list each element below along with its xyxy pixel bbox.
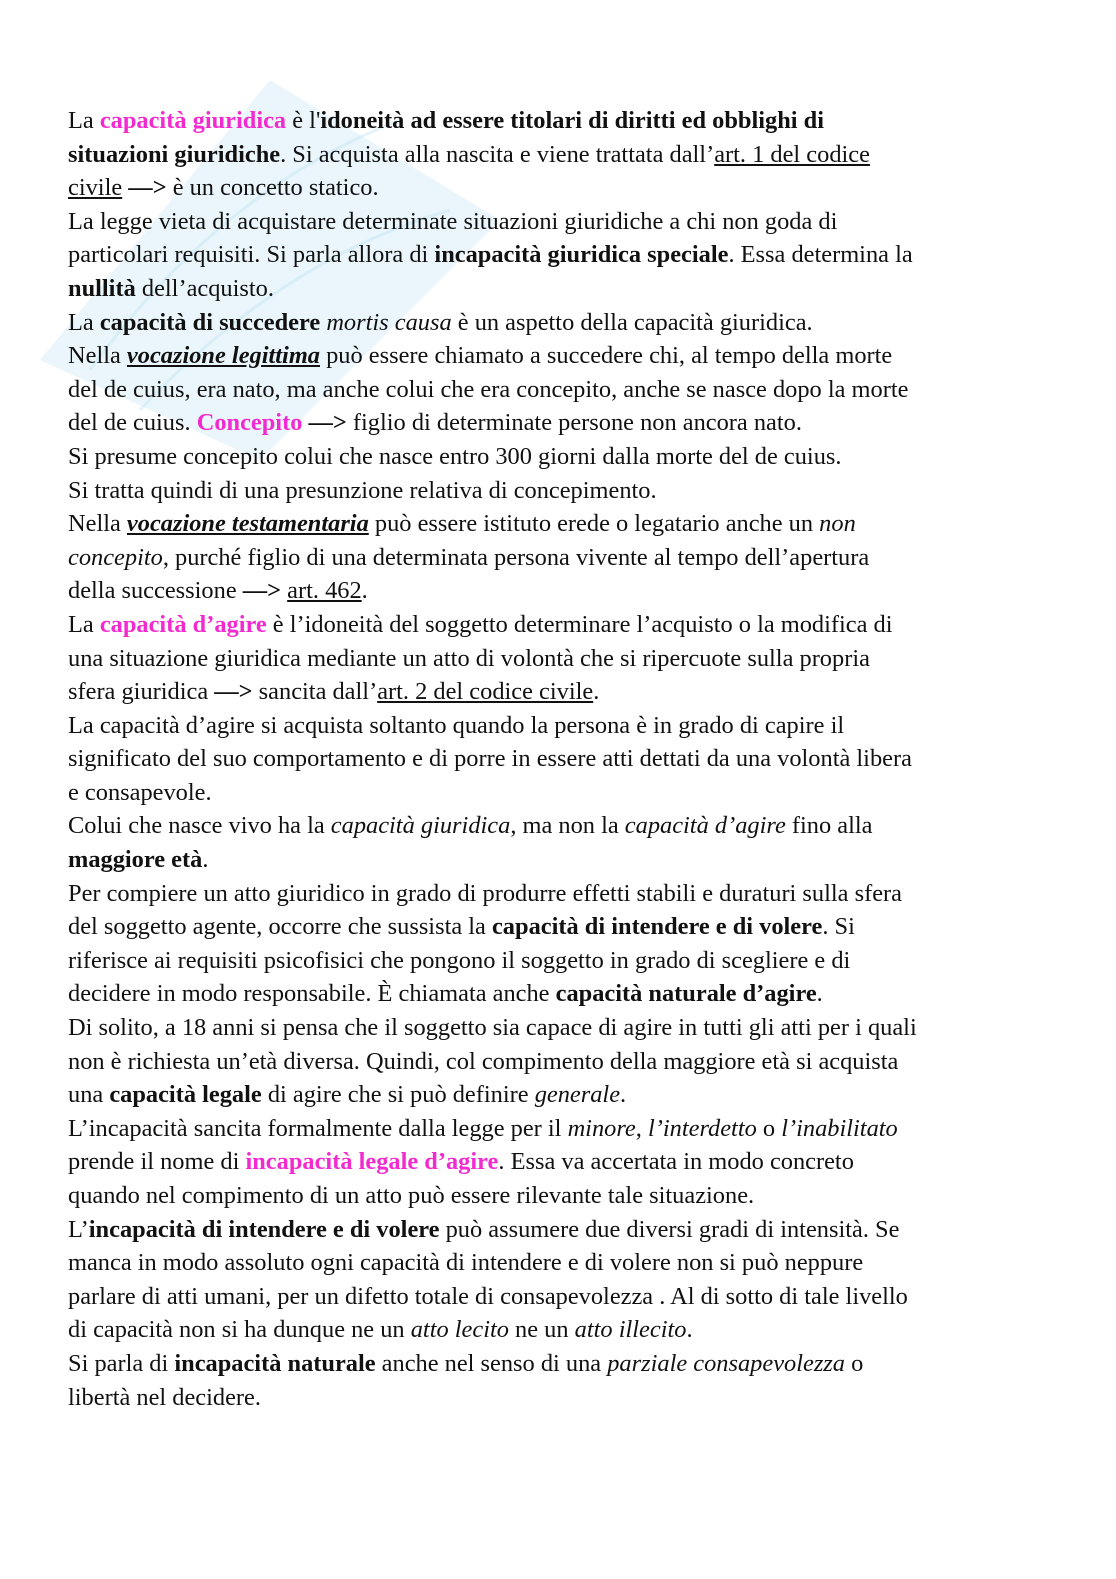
text-segment: . <box>593 678 600 706</box>
text-segment: , ma non la <box>510 812 625 840</box>
text-segment: minore <box>567 1114 636 1142</box>
text-segment: Nella <box>68 342 127 370</box>
text-segment: . <box>816 980 823 1008</box>
text-segment: La <box>68 610 100 638</box>
text-segment: del soggetto agente, occorre che sussista la <box>68 913 492 941</box>
text-segment: La <box>68 308 100 336</box>
text-segment: della successione <box>68 577 243 605</box>
text-line <box>68 138 1053 172</box>
text-segment: capacità d’agire <box>99 610 267 638</box>
text-line <box>68 1011 1053 1045</box>
text-segment: capacità legale <box>109 1081 262 1109</box>
text-segment: situazioni giuridiche <box>68 140 281 168</box>
text-line <box>68 843 1053 877</box>
text-line <box>68 675 1053 709</box>
text-segment: vocazione testamentaria <box>126 510 369 538</box>
text-line <box>68 1145 1053 1179</box>
text-segment: di capacità non si ha dunque ne un <box>68 1316 411 1344</box>
text-line <box>68 1112 1053 1146</box>
text-segment: idoneità ad essere titolari di diritti ed obblighi di <box>320 107 824 134</box>
text-line <box>68 944 1053 978</box>
text-segment: La legge vieta di acquistare determinate situazioni giuridiche a chi non goda di <box>68 207 838 235</box>
text-segment: una situazione giuridica mediante un atto di volontà che si ripercuote sulla propria <box>68 644 870 672</box>
text-segment: art. 2 del codice civile <box>377 678 594 706</box>
text-line <box>68 1045 1053 1079</box>
text-segment: significato del suo comportamento e di porre in essere atti dettati da una volontà libera <box>68 745 912 773</box>
text-segment: può assumere due diversi gradi di intensità. Se <box>439 1215 900 1243</box>
text-segment: di agire che si può definire <box>261 1081 535 1109</box>
text-segment: è l' <box>286 107 321 134</box>
text-segment: capacità d’agire <box>624 812 786 840</box>
text-segment: —> <box>242 577 282 605</box>
text-segment: Nella <box>68 510 127 538</box>
text-segment: Per compiere un atto giuridico in grado di produrre effetti stabili e duraturi sulla sfera <box>68 879 902 907</box>
text-segment: civile <box>68 174 123 202</box>
text-segment: La capacità d’agire si acquista soltanto quando la persona è in grado di capire il <box>68 711 845 739</box>
text-segment: nullità <box>68 274 136 302</box>
text-segment: è un concetto statico. <box>166 174 379 202</box>
text-line <box>68 776 1053 810</box>
text-segment: maggiore età <box>68 846 203 874</box>
text-line <box>68 709 1053 743</box>
text-segment: capacità di intendere e di volere <box>491 913 823 941</box>
text-segment: . Essa determina la <box>728 241 913 269</box>
text-segment: . Si <box>822 913 855 941</box>
text-segment: l’inabilitato <box>781 1114 898 1142</box>
text-segment: parziale consapevolezza <box>607 1349 845 1377</box>
text-line <box>68 608 1053 642</box>
text-segment: incapacità naturale <box>174 1349 376 1377</box>
text-segment: Si parla di <box>68 1349 175 1377</box>
text-segment: può essere chiamato a succedere chi, al tempo della morte <box>320 342 893 370</box>
text-line <box>68 406 1053 440</box>
text-segment: atto illecito <box>574 1316 687 1344</box>
text-segment: art. 462 <box>287 577 362 605</box>
text-line <box>68 541 1053 575</box>
text-segment: manca in modo assoluto ogni capacità di intendere e di volere non si può neppure <box>68 1249 864 1277</box>
text-segment: —> <box>214 678 253 706</box>
text-segment: . <box>686 1316 693 1344</box>
text-line <box>68 1280 1053 1314</box>
text-segment: parlare di atti umani, per un difetto totale di consapevolezza . Al di sotto di tale livello <box>68 1282 908 1310</box>
text-line <box>68 877 1053 911</box>
text-segment: e consapevole. <box>68 778 212 806</box>
text-segment: non è richiesta un’età diversa. Quindi, col compimento della maggiore età si acquista <box>68 1047 899 1075</box>
text-segment: o <box>845 1349 864 1377</box>
text-segment: vocazione legittima <box>126 342 320 370</box>
text-segment: Concepito <box>196 409 303 437</box>
text-segment: L’ <box>68 1215 89 1243</box>
text-segment: capacità giuridica <box>99 107 287 134</box>
text-segment: fino alla <box>785 812 873 840</box>
text-segment: concepito <box>68 543 163 571</box>
text-segment: capacità giuridica <box>330 812 511 840</box>
text-segment: L’incapacità sancita formalmente dalla legge per il <box>68 1114 568 1142</box>
text-segment: del de cuius, era nato, ma anche colui che era concepito, anche se nasce dopo la morte <box>68 375 909 403</box>
text-segment: . Essa va accertata in modo concreto <box>498 1148 854 1176</box>
text-line <box>68 373 1053 407</box>
text-segment: è un aspetto della capacità giuridica. <box>451 308 813 336</box>
text-line <box>68 1347 1053 1381</box>
text-line <box>68 977 1053 1011</box>
text-segment: Di solito, a 18 anni si pensa che il soggetto sia capace di agire in tutti gli atti per i quali <box>68 1014 917 1042</box>
text-line <box>68 205 1053 239</box>
text-segment: dell’acquisto. <box>135 274 274 302</box>
text-line <box>68 339 1053 373</box>
text-line <box>68 507 1053 541</box>
text-segment: quando nel compimento di un atto può essere rilevante tale situazione. <box>68 1182 755 1209</box>
text-segment: atto lecito <box>410 1316 509 1344</box>
text-segment: prende il nome di <box>68 1148 246 1176</box>
text-segment: Si presume concepito colui che nasce entro 300 giorni dalla morte del de cuius. <box>68 442 842 470</box>
document-text <box>68 104 1053 1414</box>
text-segment: , purché figlio di una determinata persona vivente al tempo dell’apertura <box>162 543 870 571</box>
text-segment: . Si acquista alla nascita e viene trattata dall’ <box>280 140 715 168</box>
text-segment: . <box>202 846 209 874</box>
text-segment: o <box>756 1114 782 1142</box>
text-segment: particolari requisiti. Si parla allora di <box>68 241 435 269</box>
text-segment: riferisce ai requisiti psicofisici che pongono il soggetto in grado di scegliere e di <box>68 946 851 974</box>
text-segment: Colui che nasce vivo ha la <box>68 812 331 840</box>
text-segment: anche nel senso di una <box>375 1349 608 1377</box>
text-line <box>68 440 1053 474</box>
text-line <box>68 238 1053 272</box>
text-line <box>68 742 1053 776</box>
text-segment: non <box>819 510 856 538</box>
text-line <box>68 1313 1053 1347</box>
text-segment: incapacità legale d’agire <box>245 1148 499 1176</box>
text-line <box>68 809 1053 843</box>
text-line <box>68 1078 1053 1112</box>
text-segment: incapacità giuridica speciale <box>434 241 729 269</box>
text-segment: , <box>635 1114 648 1142</box>
text-segment: capacità di succedere <box>99 308 321 336</box>
text-segment: è l’idoneità del soggetto determinare l’acquisto o la modifica di <box>266 610 893 638</box>
text-line <box>68 574 1053 608</box>
text-segment: Si tratta quindi di una presunzione relativa di concepimento. <box>68 476 657 504</box>
text-line <box>68 1213 1053 1247</box>
text-segment: . <box>361 577 368 605</box>
text-segment: sfera giuridica <box>68 678 215 706</box>
text-line <box>68 104 1053 138</box>
text-segment: ne un <box>508 1316 575 1344</box>
text-segment: del de cuius. <box>68 409 197 437</box>
text-segment: —> <box>308 409 347 437</box>
text-segment: capacità naturale d’agire <box>555 980 817 1008</box>
text-line <box>68 474 1053 508</box>
text-segment: sancita dall’ <box>252 678 378 706</box>
text-line <box>68 910 1053 944</box>
text-line <box>68 642 1053 676</box>
text-line <box>68 1179 1053 1213</box>
text-segment: incapacità di intendere e di volere <box>88 1215 440 1243</box>
text-segment: può essere istituto erede o legatario anche un <box>368 510 820 538</box>
text-line <box>68 1246 1053 1280</box>
text-segment: La <box>68 107 100 134</box>
text-segment: mortis causa <box>326 308 452 336</box>
text-segment: una <box>68 1081 110 1109</box>
text-line <box>68 272 1053 306</box>
text-segment: figlio di determinate persone non ancora nato. <box>346 409 802 437</box>
text-segment: decidere in modo responsabile. È chiamata anche <box>68 980 556 1008</box>
text-segment: libertà nel decidere. <box>68 1383 261 1411</box>
text-segment: . <box>620 1081 627 1109</box>
text-segment: art. 1 del codice <box>714 140 870 168</box>
text-segment: l’interdetto <box>647 1114 757 1142</box>
text-segment: generale <box>534 1081 621 1109</box>
text-line <box>68 1381 1053 1415</box>
text-line <box>68 306 1053 340</box>
text-line <box>68 171 1053 205</box>
text-segment: —> <box>128 174 167 202</box>
